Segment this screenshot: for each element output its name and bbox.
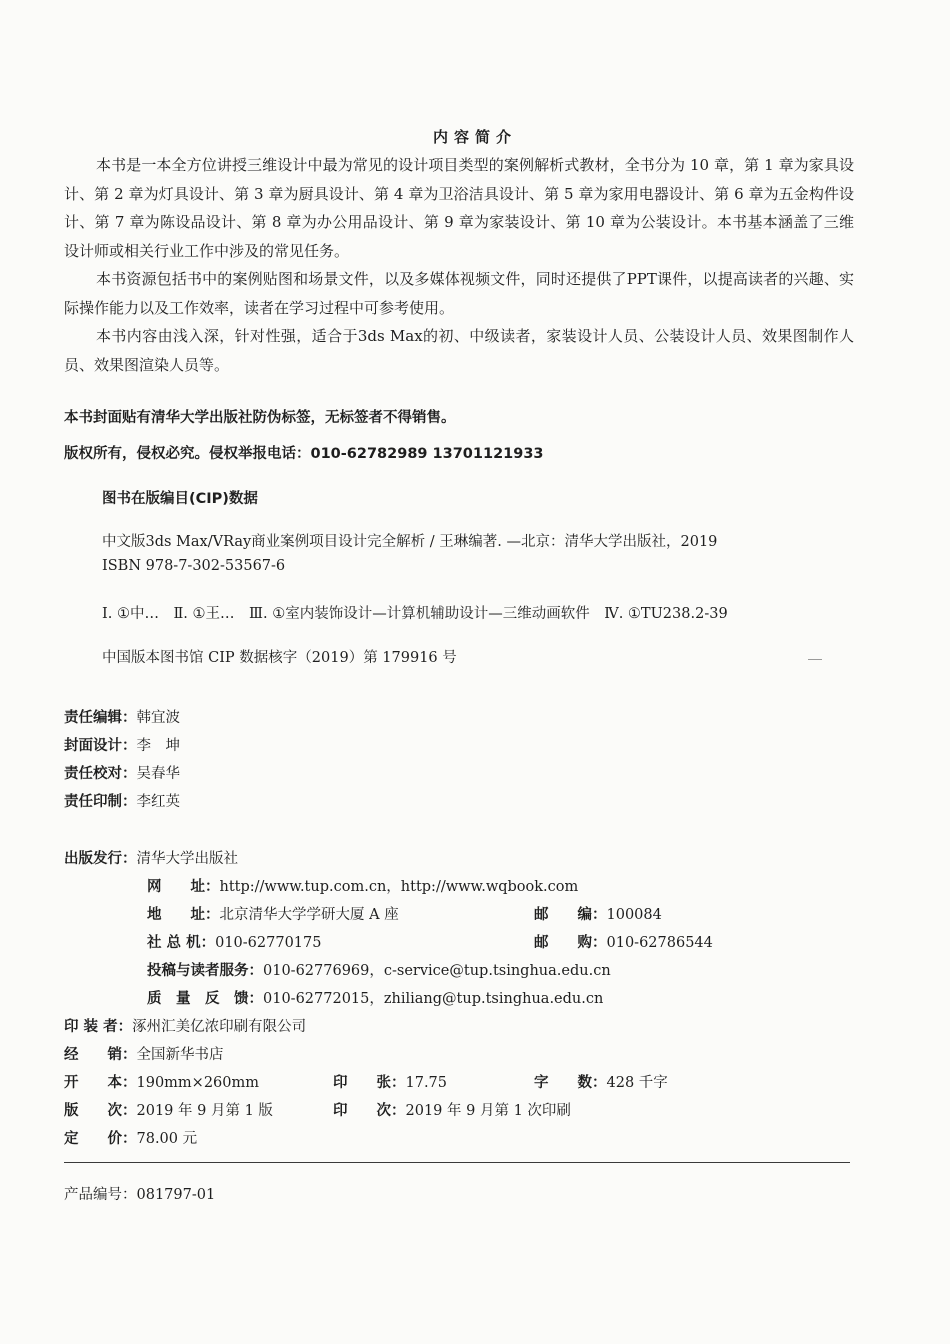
publisher-mail-order: 邮 购：010-62786544 [534,935,713,951]
edition-row: 版 次：2019 年 9 月第 1 版 [64,1103,273,1119]
publisher-quality-feedback: 质 量 反 馈：010-62772015，zhiliang@tup.tsinghua.edu.cn [147,991,604,1007]
staff-editor: 责任编辑：韩宜波 [64,710,180,726]
intro-paragraph-2: 本书资源包括书中的案例贴图和场景文件，以及多媒体视频文件，同时还提供了PPT课件，以提高读者的兴趣、实际操作能力以及工作效率，读者在学习过程中可参考使用。 [64,270,854,317]
publisher-reader-service: 投稿与读者服务：010-62776969，c-service@tup.tsinghua.edu.cn [147,963,611,979]
anti-counterfeit-notice: 本书封面贴有清华大学出版社防伪标签，无标签者不得销售。 [64,410,456,426]
cip-record-number: 中国版本图书馆 CIP 数据核字（2019）第 179916 号 [102,650,457,666]
staff-proofreader: 责任校对：吴春华 [64,766,180,782]
cip-isbn: ISBN 978-7-302-53567-6 [102,558,286,574]
format-row: 开 本：190mm×260mm [64,1075,259,1091]
page-title: 内容简介 [432,128,517,146]
cip-heading: 图书在版编目(CIP)数据 [102,491,258,507]
impression-row: 印 次：2019 年 9 月第 1 次印刷 [333,1103,571,1119]
word-count: 字 数：428 千字 [534,1075,668,1091]
intro-paragraph-1: 本书是一本全方位讲授三维设计中最为常见的设计项目类型的案例解析式教材，全书分为 10 章，第 1 章为家具设计、第 2 章为灯具设计、第 3 章为厨具设计、第 4 章为卫浴洁具设计、第 5 章为家用电器设计、第 6 章为五金构件设计、第 7 章为陈设品设计、第 8 章为办公用品设计、第 9 章为家装设计、第 10 章为公装设计。本书基本涵盖了三维设计师或相关行业工作中涉及的常见任务。 [64,156,854,260]
publisher-switchboard: 社 总 机：010-62770175 [147,935,322,951]
stray-mark [808,659,822,660]
distributor-row: 经 销：全国新华书店 [64,1047,224,1063]
printed-sheets: 印 张：17.75 [333,1075,448,1091]
cip-classification: Ⅰ. ①中… Ⅱ. ①王… Ⅲ. ①室内装饰设计—计算机辅助设计—三维动画软件 Ⅳ. ①TU238.2-39 [102,606,728,622]
divider [64,1162,850,1163]
product-number: 产品编号：081797-01 [64,1187,216,1203]
price-row: 定 价：78.00 元 [64,1131,198,1147]
copyright-notice: 版权所有，侵权必究。侵权举报电话：010-62782989 13701121933 [64,446,544,462]
publisher-row: 出版发行：清华大学出版社 [64,851,238,867]
publisher-website: 网 址：http://www.tup.com.cn，http://www.wqbook.com [147,879,579,895]
publisher-address: 地 址：北京清华大学学研大厦 A 座 [147,907,399,923]
intro-paragraph-3: 本书内容由浅入深，针对性强，适合于3ds Max的初、中级读者，家装设计人员、公装设计人员、效果图制作人员、效果图渲染人员等。 [64,327,854,374]
staff-cover-design: 封面设计：李 坤 [64,738,180,754]
staff-printing-supervisor: 责任印制：李红英 [64,794,180,810]
printer-row: 印 装 者：涿州汇美亿浓印刷有限公司 [64,1019,307,1035]
cip-title-line: 中文版3ds Max/VRay商业案例项目设计完全解析 / 王琳编著. —北京：清华大学出版社，2019 [102,534,718,550]
publisher-postcode: 邮 编：100084 [534,907,662,923]
